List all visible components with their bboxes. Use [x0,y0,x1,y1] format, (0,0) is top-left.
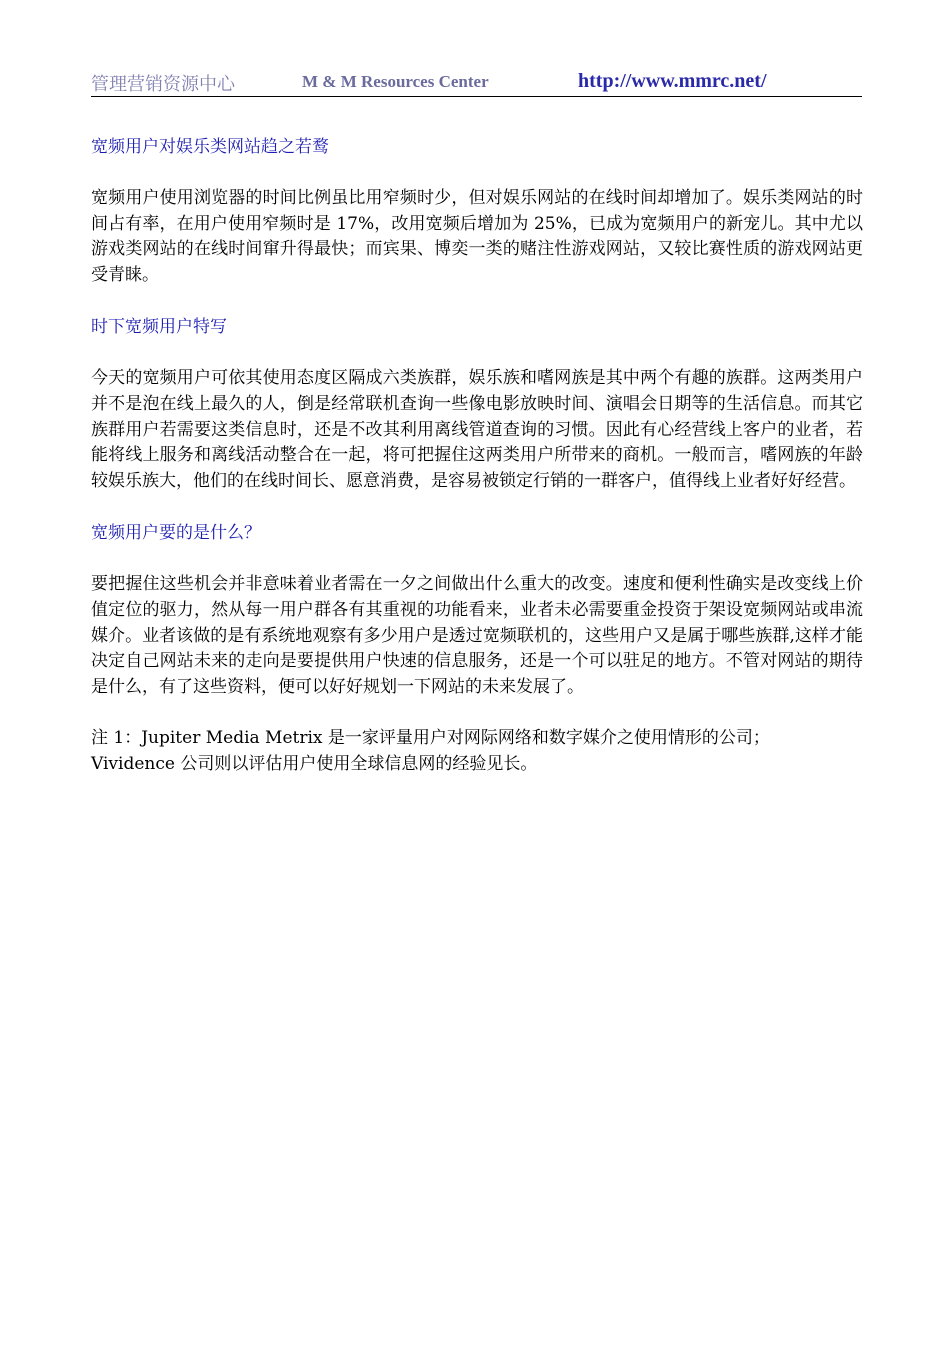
section-paragraph-user-profile: 今天的宽频用户可依其使用态度区隔成六类族群，娱乐族和嗜网族是其中两个有趣的族群。这两类用户并不是泡在线上最久的人，倒是经常联机查询一些像电影放映时间、演唱会日期等的生活信息。而其它族群用户若需要这类信息时，还是不改其利用离线管道查询的习惯。因此有心经营线上客户的业者，若能将线上服务和离线活动整合在一起，将可把握住这两类用户所带来的商机。一般而言，嗜网族的年龄较娱乐族大，他们的在线时间长、愿意消费，是容易被锁定行销的一群客户，值得线上业者好好经营。 [91,368,863,491]
footnote-line-1: 注 1：Jupiter Media Metrix 是一家评量用户对网际网络和数字媒介之使用情形的公司； [91,728,770,749]
header-website-link[interactable]: http://www.mmrc.net/ [578,70,767,92]
footnote [91,726,863,777]
page-header [91,68,862,97]
header-org-chinese: 管理营销资源中心 [91,74,235,95]
footnote-line-2: Vividence 公司则以评估用户使用全球信息网的经验见长。 [91,753,538,774]
section-paragraph-entertainment: 宽频用户使用浏览器的时间比例虽比用窄频时少，但对娱乐网站的在线时间却增加了。娱乐类网站的时间占有率，在用户使用窄频时是 17%，改用宽频后增加为 25%，已成为宽频用户的新宠儿。其中尤以游戏类网站的在线时间窜升得最快；而宾果、博奕一类的赌注性游戏网站，又较比赛性质的游戏网站更受青睐。 [91,188,863,285]
article-body [91,134,863,778]
section-heading-user-needs: 宽频用户要的是什么？ [91,523,261,544]
section-heading-user-profile: 时下宽频用户特写 [91,317,227,338]
section-paragraph-user-needs: 要把握住这些机会并非意味着业者需在一夕之间做出什么重大的改变。速度和便利性确实是改变线上价值定位的驱力，然从每一用户群各有其重视的功能看来，业者未必需要重金投资于架设宽频网站或串流媒介。业者该做的是有系统地观察有多少用户是透过宽频联机的，这些用户又是属于哪些族群,这样才能决定自己网站未来的走向是要提供用户快速的信息服务，还是一个可以驻足的地方。不管对网站的期待是什么，有了这些资料，便可以好好规划一下网站的未来发展了。 [91,574,863,697]
header-org-english: M & M Resources Center [302,72,489,91]
section-heading-entertainment: 宽频用户对娱乐类网站趋之若鹜 [91,137,329,157]
